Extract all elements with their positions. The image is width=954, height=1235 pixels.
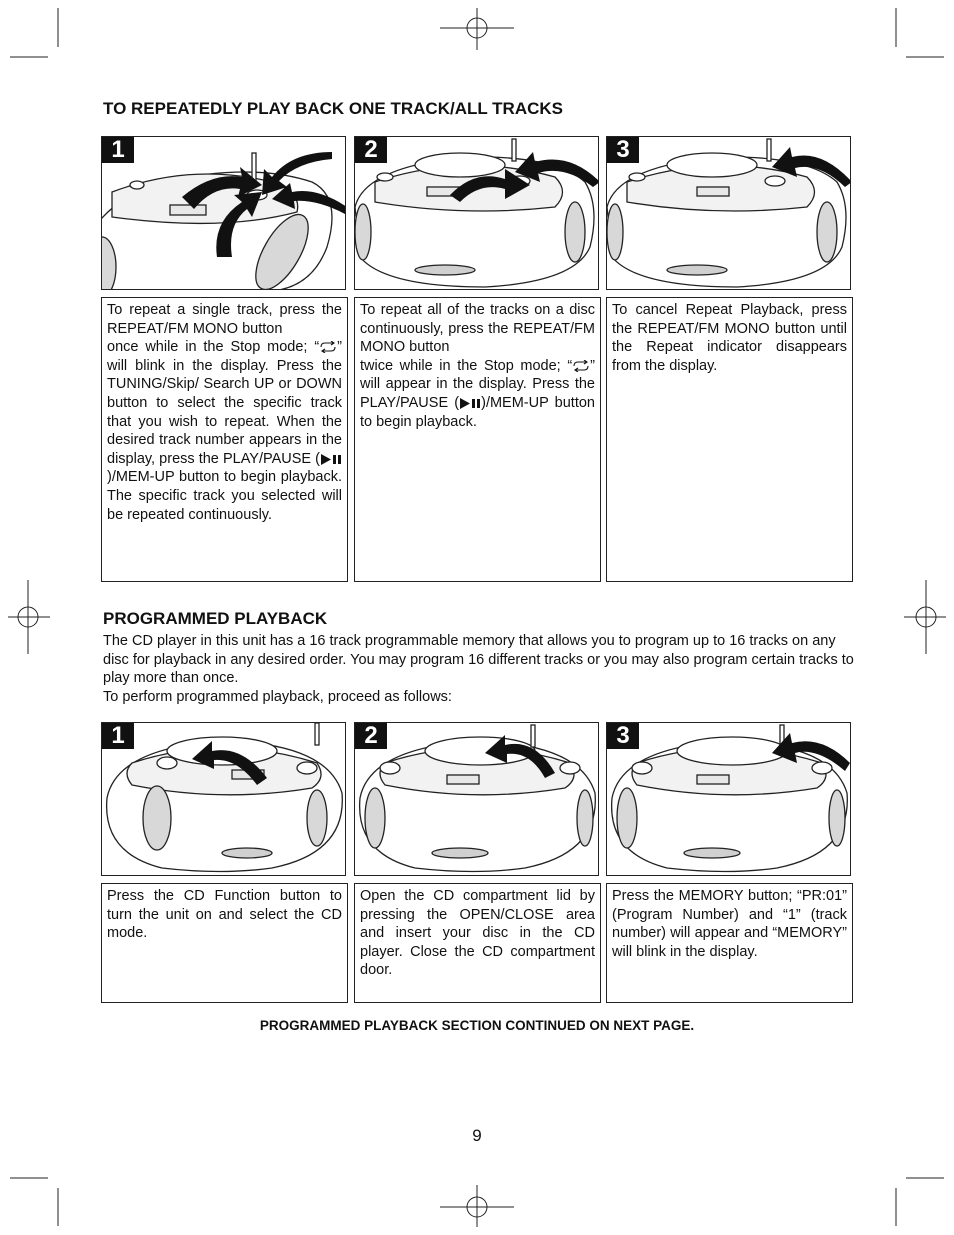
description-text: To repeat a single track, press the REPEAT/FM MONO button	[107, 302, 342, 337]
program-step-1-description	[101, 883, 348, 1003]
description-text: once while in the Stop mode; “	[107, 339, 320, 356]
repeat-step-3-description	[606, 297, 853, 582]
play-pause-icon	[320, 454, 342, 465]
illustration-repeat-step-2	[354, 136, 599, 290]
program-step-2-description	[354, 883, 601, 1003]
page-number: 9	[472, 1126, 482, 1145]
programmed-intro	[103, 632, 855, 706]
step-number: 3	[607, 137, 639, 163]
description-text: ” will appear in the display. Press the PLAY/PAUSE (	[360, 357, 595, 411]
description-text: )/MEM-UP button to begin playback. The specific track you selected will be repeated continuously.	[107, 469, 342, 523]
description-text: Press the MEMORY button; “PR:01” (Program Number) and “1” (track number) will appear and “MEMORY” will blink in the display.	[612, 888, 847, 960]
description-text: ” will blink in the display. Press the TUNING/Skip/ Search UP or DOWN button to select the specific track that you wish to repeat. When the desired track number appears in the display, press the PLAY/PAUSE (	[107, 339, 342, 467]
step-number: 2	[355, 137, 387, 163]
registration-mark-icon	[8, 580, 50, 654]
illustration-program-step-2	[354, 722, 599, 876]
repeat-step-2-description	[354, 297, 601, 582]
intro-paragraph: The CD player in this unit has a 16 track programmable memory that allows you to program up to 16 tracks on any disc for playback in any desired order. You may program 16 different tracks or you may also program certain tracks to play more than once.	[103, 633, 854, 687]
step-number: 1	[102, 137, 134, 163]
program-step-3-description	[606, 883, 853, 1003]
registration-mark-icon	[440, 1185, 514, 1227]
play-pause-icon	[459, 398, 481, 409]
section-title-repeat: TO REPEATEDLY PLAY BACK ONE TRACK/ALL TRACKS	[103, 99, 564, 118]
repeat-icon	[572, 360, 590, 372]
step-number: 2	[355, 723, 387, 749]
illustration-program-step-3	[606, 722, 851, 876]
step-number: 1	[102, 723, 134, 749]
repeat-step-1-description	[101, 297, 348, 582]
step-number: 3	[607, 723, 639, 749]
description-text: Open the CD compartment lid by pressing the OPEN/CLOSE area and insert your disc in the CD player. Close the CD compartment door.	[360, 888, 595, 979]
registration-mark-icon	[440, 8, 514, 50]
illustration-repeat-step-1	[101, 136, 346, 290]
section-title-programmed: PROGRAMMED PLAYBACK	[103, 609, 328, 628]
repeat-icon	[319, 341, 337, 353]
continued-note: PROGRAMMED PLAYBACK SECTION CONTINUED ON NEXT PAGE.	[259, 1018, 695, 1033]
description-text: To repeat all of the tracks on a disc continuously, press the REPEAT/FM MONO button	[360, 302, 595, 356]
illustration-program-step-1	[101, 722, 346, 876]
registration-mark-icon	[904, 580, 946, 654]
illustration-repeat-step-3	[606, 136, 851, 290]
description-text: twice while in the Stop mode; “	[360, 357, 573, 374]
description-text: To cancel Repeat Playback, press the REPEAT/FM MONO button until the Repeat indicator disappears from the display.	[612, 302, 847, 374]
description-text: Press the CD Function button to turn the unit on and select the CD mode.	[107, 888, 342, 942]
description-text: )/MEM-UP button to begin playback.	[360, 394, 595, 430]
intro-paragraph: To perform programmed playback, proceed as follows:	[103, 688, 452, 705]
